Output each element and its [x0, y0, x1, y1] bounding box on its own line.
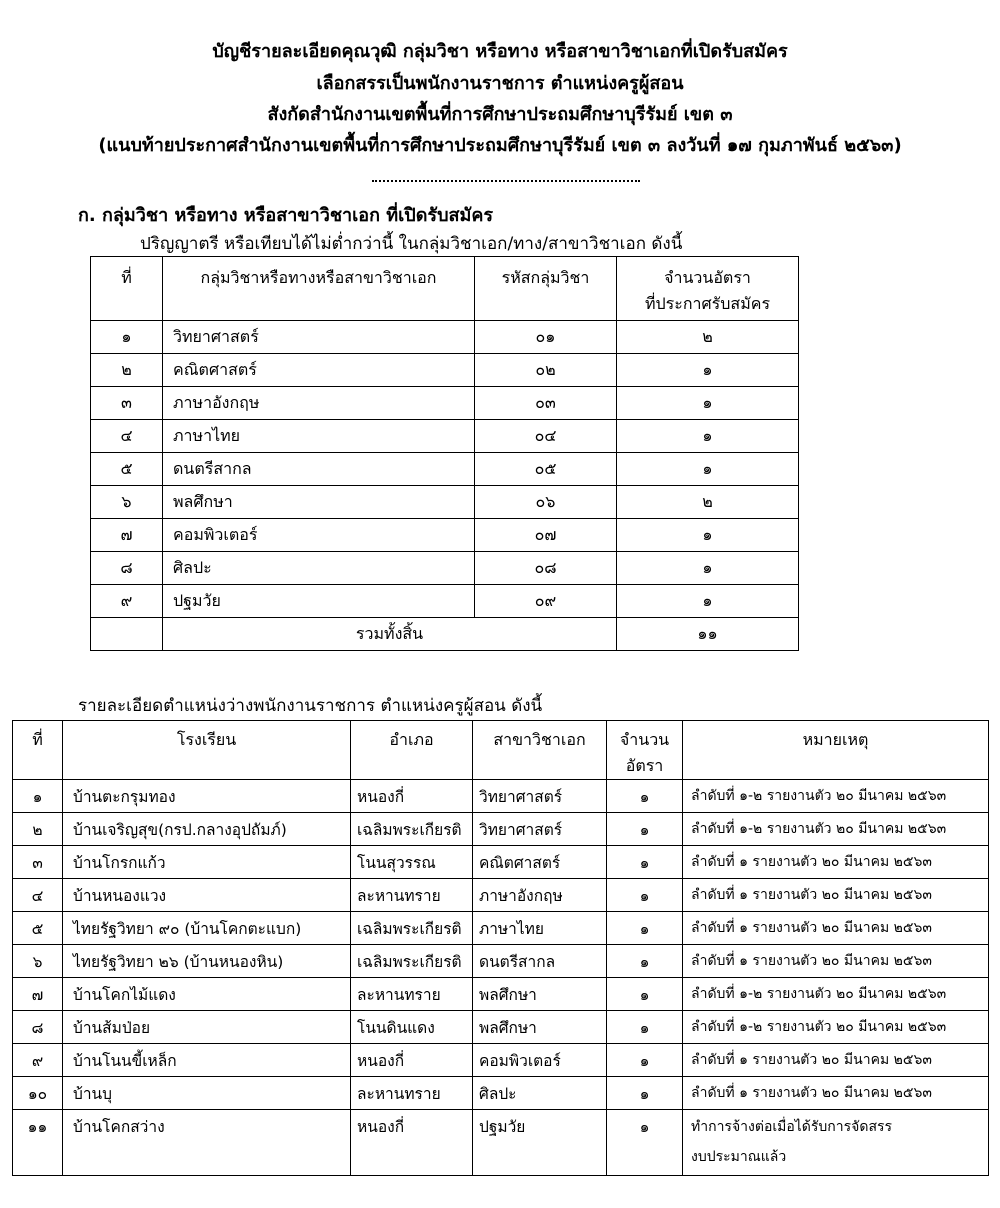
cell-no: ๔	[13, 879, 63, 912]
cell-school: บ้านส้มป่อย	[63, 1011, 351, 1044]
cell-subject: วิทยาศาสตร์	[163, 321, 475, 354]
cell-count: ๑	[607, 879, 683, 912]
cell-count: ๑	[607, 1077, 683, 1110]
section-b-title: รายละเอียดตำแหน่งว่างพนักงานราชการ ตำแหน่งครูผู้สอน ดังนี้	[78, 696, 543, 716]
cell-district: ละหานทราย	[351, 1077, 473, 1110]
cell-no: ๑๑	[13, 1110, 63, 1176]
table-row	[13, 813, 989, 846]
doc-title-line-3: สังกัดสำนักงานเขตพื้นที่การศึกษาประถมศึกษาบุรีรัมย์ เขต ๓	[267, 104, 733, 125]
cell-no: ๑	[91, 321, 163, 354]
cell-no: ๙	[13, 1044, 63, 1077]
table-row	[13, 945, 989, 978]
cell-remark: ลำดับที่ ๑ รายงานตัว ๒๐ มีนาคม ๒๕๖๓	[683, 945, 989, 978]
table-row	[91, 585, 799, 618]
table-row	[91, 486, 799, 519]
cell-code: ๐๒	[475, 354, 617, 387]
cell-no: ๔	[91, 420, 163, 453]
cell-no: ๖	[91, 486, 163, 519]
cell-major: พลศึกษา	[473, 978, 607, 1011]
cell-count: ๑	[617, 585, 799, 618]
col-header-count-line2: อัตรา	[625, 756, 664, 775]
doc-title-line-2: เลือกสรรเป็นพนักงานราชการ ตำแหน่งครูผู้สอน	[316, 73, 684, 94]
cell-no: ๕	[91, 453, 163, 486]
cell-major: ดนตรีสากล	[473, 945, 607, 978]
total-empty-cell	[91, 618, 163, 651]
cell-district: เฉลิมพระเกียรติ	[351, 912, 473, 945]
cell-school: บ้านโคกไม้แดง	[63, 978, 351, 1011]
cell-count: ๑	[607, 912, 683, 945]
vacancy-table	[12, 720, 989, 1176]
cell-school: ไทยรัฐวิทยา ๙๐ (บ้านโคกตะแบก)	[63, 912, 351, 945]
cell-count: ๑	[617, 519, 799, 552]
col-header-school: โรงเรียน	[63, 721, 351, 780]
cell-code: ๐๘	[475, 552, 617, 585]
doc-title-line-4: (แนบท้ายประกาศสำนักงานเขตพื้นที่การศึกษาประถมศึกษาบุรีรัมย์ เขต ๓ ลงวันที่ ๑๗ กุมภาพันธ์ ๒๕๖๓)	[98, 135, 902, 156]
cell-major: ภาษาไทย	[473, 912, 607, 945]
cell-subject: ปฐมวัย	[163, 585, 475, 618]
cell-subject: ศิลปะ	[163, 552, 475, 585]
cell-remark-line1: ทำการจ้างต่อเมื่อได้รับการจัดสรร	[691, 1119, 893, 1135]
section-a-title: ก. กลุ่มวิชา หรือทาง หรือสาขาวิชาเอก ที่เปิดรับสมัคร	[78, 205, 494, 226]
col-header-district: อำเภอ	[351, 721, 473, 780]
cell-code: ๐๖	[475, 486, 617, 519]
cell-subject: ภาษาอังกฤษ	[163, 387, 475, 420]
cell-school: ไทยรัฐวิทยา ๒๖ (บ้านหนองหิน)	[63, 945, 351, 978]
cell-subject: ดนตรีสากล	[163, 453, 475, 486]
cell-no: ๒	[13, 813, 63, 846]
cell-count: ๑	[617, 354, 799, 387]
table-row	[91, 354, 799, 387]
table-row	[13, 1077, 989, 1110]
cell-remark-line2: งบประมาณแล้ว	[691, 1149, 787, 1165]
cell-count: ๒	[617, 321, 799, 354]
cell-no: ๕	[13, 912, 63, 945]
col-header-major: สาขาวิชาเอก	[473, 721, 607, 780]
cell-count: ๑	[617, 552, 799, 585]
cell-district: ละหานทราย	[351, 879, 473, 912]
cell-code: ๐๙	[475, 585, 617, 618]
cell-district: ละหานทราย	[351, 978, 473, 1011]
table-row	[13, 780, 989, 813]
cell-no: ๖	[13, 945, 63, 978]
subject-table-header-row	[91, 257, 799, 321]
cell-no: ๑๐	[13, 1077, 63, 1110]
cell-remark: ลำดับที่ ๑ รายงานตัว ๒๐ มีนาคม ๒๕๖๓	[683, 912, 989, 945]
col-header-remark: หมายเหตุ	[683, 721, 989, 780]
cell-subject: พลศึกษา	[163, 486, 475, 519]
col-header-count	[607, 721, 683, 780]
col-header-no: ที่	[91, 257, 163, 321]
cell-code: ๐๑	[475, 321, 617, 354]
table-row	[91, 321, 799, 354]
cell-no: ๘	[13, 1011, 63, 1044]
col-header-count-line1: จำนวนอัตรา	[664, 268, 751, 287]
subject-group-table	[90, 256, 799, 651]
cell-district: หนองกี่	[351, 780, 473, 813]
cell-major: ศิลปะ	[473, 1077, 607, 1110]
vacancy-table-header-row	[13, 721, 989, 780]
table-row	[13, 912, 989, 945]
cell-count: ๑	[617, 387, 799, 420]
cell-count: ๑	[607, 945, 683, 978]
cell-school: บ้านบุ	[63, 1077, 351, 1110]
cell-subject: ภาษาไทย	[163, 420, 475, 453]
cell-count: ๑	[607, 1110, 683, 1176]
cell-count: ๑	[607, 1011, 683, 1044]
doc-title-line-1: บัญชีรายละเอียดคุณวุฒิ กลุ่มวิชา หรือทาง หรือสาขาวิชาเอกที่เปิดรับสมัคร	[212, 41, 788, 62]
cell-no: ๒	[91, 354, 163, 387]
cell-district: เฉลิมพระเกียรติ	[351, 813, 473, 846]
col-header-subject: กลุ่มวิชาหรือทางหรือสาขาวิชาเอก	[163, 257, 475, 321]
cell-major: คอมพิวเตอร์	[473, 1044, 607, 1077]
cell-count: ๑	[607, 846, 683, 879]
cell-count: ๑	[607, 978, 683, 1011]
table-row	[13, 1044, 989, 1077]
cell-count: ๒	[617, 486, 799, 519]
cell-district: เฉลิมพระเกียรติ	[351, 945, 473, 978]
cell-district: โนนสุวรรณ	[351, 846, 473, 879]
dotted-separator	[372, 180, 640, 182]
cell-district: หนองกี่	[351, 1110, 473, 1176]
cell-remark	[683, 1110, 989, 1176]
col-header-count-line2: ที่ประกาศรับสมัคร	[644, 294, 771, 313]
cell-no: ๓	[91, 387, 163, 420]
cell-code: ๐๕	[475, 453, 617, 486]
cell-school: บ้านโกรกแก้ว	[63, 846, 351, 879]
cell-major: ปฐมวัย	[473, 1110, 607, 1176]
cell-remark: ลำดับที่ ๑-๒ รายงานตัว ๒๐ มีนาคม ๒๕๖๓	[683, 780, 989, 813]
cell-code: ๐๓	[475, 387, 617, 420]
col-header-code: รหัสกลุ่มวิชา	[475, 257, 617, 321]
table-row	[13, 1011, 989, 1044]
table-row	[13, 879, 989, 912]
cell-no: ๘	[91, 552, 163, 585]
cell-count: ๑	[617, 420, 799, 453]
cell-remark: ลำดับที่ ๑ รายงานตัว ๒๐ มีนาคม ๒๕๖๓	[683, 846, 989, 879]
cell-no: ๗	[91, 519, 163, 552]
total-value: ๑๑	[617, 618, 799, 651]
cell-remark: ลำดับที่ ๑ รายงานตัว ๒๐ มีนาคม ๒๕๖๓	[683, 1044, 989, 1077]
cell-remark: ลำดับที่ ๑ รายงานตัว ๒๐ มีนาคม ๒๕๖๓	[683, 1077, 989, 1110]
cell-count: ๑	[607, 780, 683, 813]
col-header-count-line1: จำนวน	[619, 730, 670, 749]
cell-major: วิทยาศาสตร์	[473, 813, 607, 846]
cell-remark: ลำดับที่ ๑-๒ รายงานตัว ๒๐ มีนาคม ๒๕๖๓	[683, 813, 989, 846]
table-row	[91, 519, 799, 552]
cell-major: วิทยาศาสตร์	[473, 780, 607, 813]
table-row	[13, 978, 989, 1011]
cell-no: ๑	[13, 780, 63, 813]
cell-subject: คอมพิวเตอร์	[163, 519, 475, 552]
col-header-no: ที่	[13, 721, 63, 780]
cell-count: ๑	[607, 813, 683, 846]
cell-major: คณิตศาสตร์	[473, 846, 607, 879]
cell-subject: คณิตศาสตร์	[163, 354, 475, 387]
table-row	[13, 1110, 989, 1176]
cell-school: บ้านโคกสว่าง	[63, 1110, 351, 1176]
cell-school: บ้านโนนขี้เหล็ก	[63, 1044, 351, 1077]
cell-remark: ลำดับที่ ๑ รายงานตัว ๒๐ มีนาคม ๒๕๖๓	[683, 879, 989, 912]
cell-no: ๓	[13, 846, 63, 879]
col-header-count	[617, 257, 799, 321]
cell-remark: ลำดับที่ ๑-๒ รายงานตัว ๒๐ มีนาคม ๒๕๖๓	[683, 978, 989, 1011]
cell-code: ๐๗	[475, 519, 617, 552]
cell-count: ๑	[617, 453, 799, 486]
table-row	[91, 552, 799, 585]
cell-major: ภาษาอังกฤษ	[473, 879, 607, 912]
cell-count: ๑	[607, 1044, 683, 1077]
cell-major: พลศึกษา	[473, 1011, 607, 1044]
table-row	[13, 846, 989, 879]
cell-no: ๙	[91, 585, 163, 618]
cell-district: หนองกี่	[351, 1044, 473, 1077]
table-row	[91, 387, 799, 420]
table-row	[91, 453, 799, 486]
subject-table-total-row	[91, 618, 799, 651]
cell-remark: ลำดับที่ ๑-๒ รายงานตัว ๒๐ มีนาคม ๒๕๖๓	[683, 1011, 989, 1044]
cell-school: บ้านตะกรุมทอง	[63, 780, 351, 813]
cell-school: บ้านเจริญสุข(กรป.กลางอุปถัมภ์)	[63, 813, 351, 846]
cell-district: โนนดินแดง	[351, 1011, 473, 1044]
cell-school: บ้านหนองแวง	[63, 879, 351, 912]
total-label: รวมทั้งสิ้น	[163, 618, 617, 651]
cell-code: ๐๔	[475, 420, 617, 453]
section-a-subtitle: ปริญญาตรี หรือเทียบได้ไม่ต่ำกว่านี้ ในกลุ่มวิชาเอก/ทาง/สาขาวิชาเอก ดังนี้	[140, 234, 683, 254]
cell-no: ๗	[13, 978, 63, 1011]
table-row	[91, 420, 799, 453]
